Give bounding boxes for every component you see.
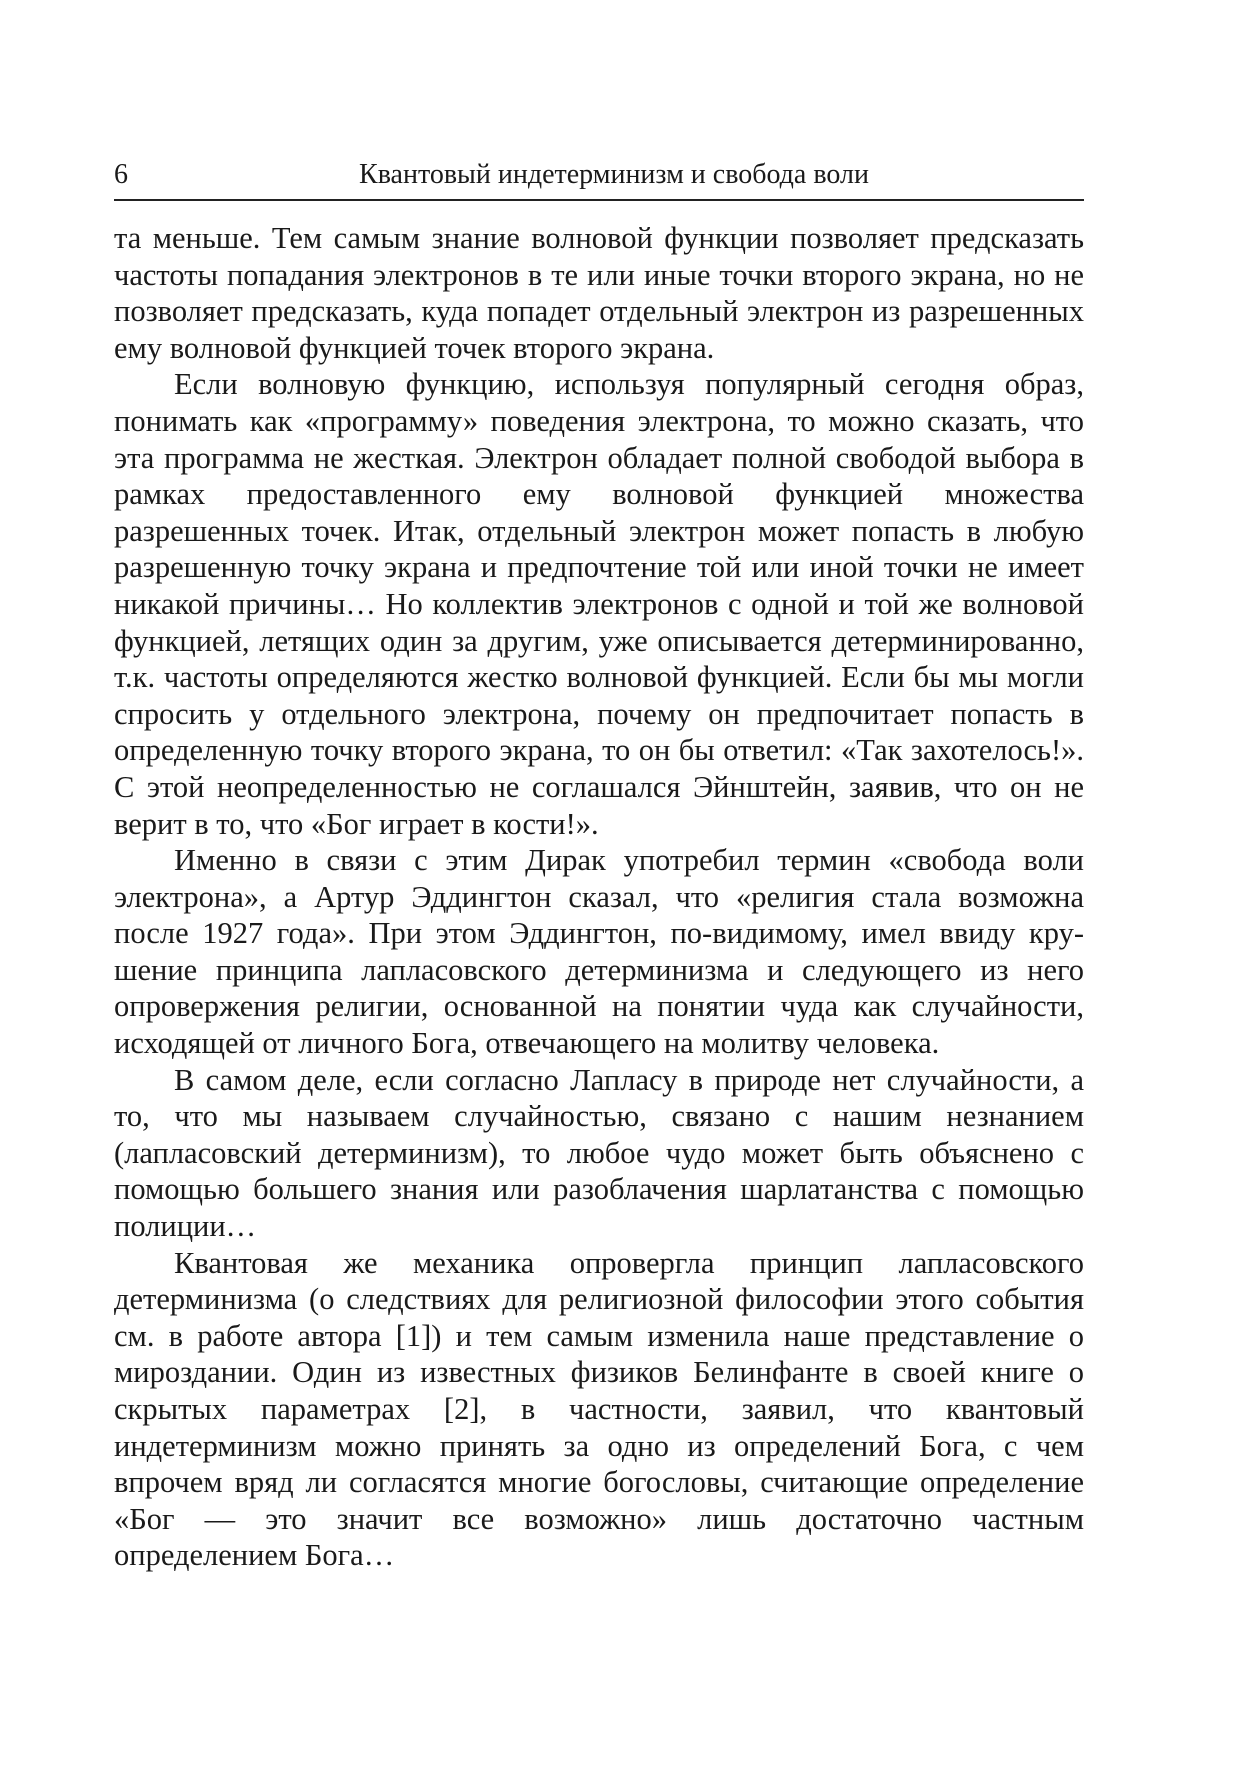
body-text bbox=[114, 220, 1084, 1574]
paragraph: та меньше. Тем самым знание волновой функции позволяет предсказать частоты попадания электронов в те или иные точки второго экрана, но не позволяет предсказать, куда попадет отдельный электрон из разрешенных ему волновой функцией точек второго экрана. bbox=[114, 221, 1084, 365]
paragraph: Именно в связи с этим Дирак употребил термин «свобода воли электрона», а Артур Эддингтон сказал, что «религия стала возможна после 1927 года». При этом Эддингтон, по-видимому, имел ввиду крушение принципа лапласовского детерминизма и следующего из него опровержения религии, основанной на понятии чуда как случайности, исходящей от личного Бога, отвечающего на молитву человека. bbox=[114, 843, 1084, 1061]
paragraph: Если волновую функцию, используя популярный сегодня образ, понимать как «программу» поведения электрона, то можно сказать, что эта программа не жесткая. Электрон обладает полной свободой выбора в рамках предоставленного ему волновой функцией множества разрешенных точек. Итак, отдельный электрон может попасть в любую разрешенную точку экрана и предпочтение той или иной точки не имеет никакой причины… Но коллектив электронов с одной и той же волновой функцией, летящих один за другим, уже описывается детерминированно, т.к. частоты определяются жестко волновой функцией. Если бы мы могли спросить у отдельного электрона, почему он предпочитает попасть в определенную точку второго экрана, то он бы ответил: «Так захотелось!». С этой неопределенностью не соглашался Эйнштейн, заявив, что он не верит в то, что «Бог играет в кости!». bbox=[114, 367, 1084, 841]
running-title: Квантовый индетерминизм и свобода воли bbox=[359, 159, 869, 190]
paragraph: Квантовая же механика опровергла принцип лапласовского детерминизма (о следствиях для религиозной философии этого события см. в работе автора [1]) и тем самым изменила наше представление о мироздании. Один из известных физиков Белинфанте в своей книге о скрытых параметрах [2], в частности, заявил, что квантовый индетерминизм можно принять за одно из определений Бога, с чем впрочем вряд ли согласятся многие богословы, считающие определение «Бог — это значит все возможно» лишь достаточно частным определением Бога… bbox=[114, 1245, 1084, 1573]
page-number: 6 bbox=[114, 159, 128, 190]
page-header bbox=[114, 157, 1084, 201]
paragraph: В самом деле, если согласно Лапласу в природе нет случайности, а то, что мы называем случайностью, связано с нашим незнанием (лапласовский детерминизм), то любое чудо может быть объяснено с помощью большего знания или разоблачения шарлатанства с помощью полиции… bbox=[114, 1062, 1084, 1244]
